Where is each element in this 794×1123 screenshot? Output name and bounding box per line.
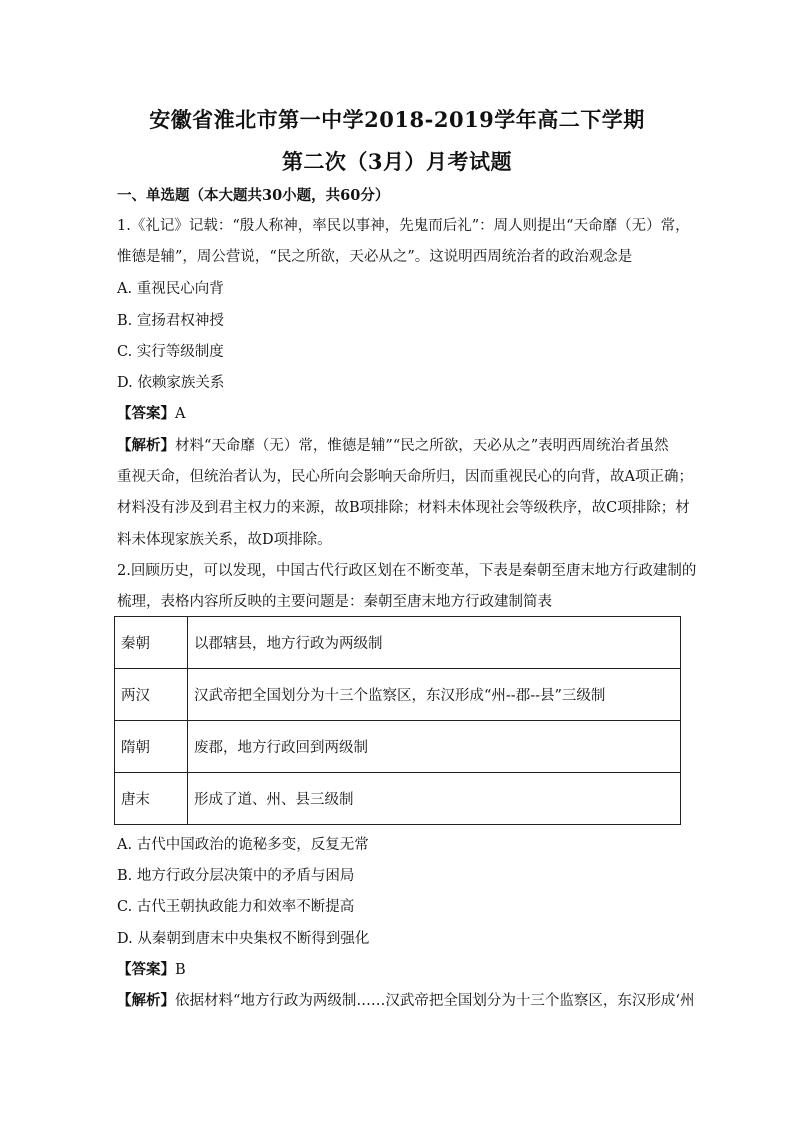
table-cell-dynasty: 唐末 bbox=[115, 773, 188, 825]
table-row bbox=[115, 773, 681, 825]
table-cell-dynasty: 隋朝 bbox=[115, 721, 188, 773]
table-cell-desc: 汉武帝把全国划分为十三个监察区，东汉形成“州--郡--县”三级制 bbox=[188, 669, 681, 721]
q1-option-b: B. 宣扬君权神授 bbox=[117, 313, 224, 329]
q2-stem-line2: 梳理，表格内容所反映的主要问题是：秦朝至唐末地方行政建制简表 bbox=[117, 594, 552, 610]
q2-option-a: A. 古代中国政治的诡秘多变，反复无常 bbox=[117, 837, 369, 853]
q2-stem-line1: 2.回顾历史，可以发现，中国古代行政区划在不断变革，下表是秦朝至唐末地方行政建制的 bbox=[117, 563, 697, 579]
q2-option-c: C. 古代王朝执政能力和效率不断提高 bbox=[117, 899, 355, 915]
exam-title-line1: 安徽省淮北市第一中学2018-2019学年高二下学期 bbox=[149, 107, 645, 132]
q1-option-a: A. 重视民心向背 bbox=[117, 281, 224, 297]
q1-option-c: C. 实行等级制度 bbox=[117, 344, 224, 360]
q2-answer-label: 【答案】 bbox=[117, 961, 175, 978]
q1-answer-value: A bbox=[175, 406, 186, 422]
table-cell-dynasty: 秦朝 bbox=[115, 617, 188, 669]
table-row bbox=[115, 669, 681, 721]
q2-answer-value: B bbox=[175, 962, 186, 978]
table-cell-dynasty: 两汉 bbox=[115, 669, 188, 721]
q2-option-b: B. 地方行政分层决策中的矛盾与困局 bbox=[117, 868, 355, 884]
exam-title-line2: 第二次（3月）月考试题 bbox=[281, 149, 513, 174]
table-cell-desc: 形成了道、州、县三级制 bbox=[188, 773, 681, 825]
table-row bbox=[115, 617, 681, 669]
section-heading: 一、单选题（本大题共30小题，共60分） bbox=[117, 187, 390, 204]
q1-analysis-line2: 重视天命，但统治者认为，民心所向会影响天命所归，因而重视民心的向背，故A项正确； bbox=[117, 469, 693, 485]
q1-answer-label: 【答案】 bbox=[117, 405, 175, 422]
admin-system-table bbox=[114, 616, 681, 825]
q1-answer bbox=[117, 404, 677, 424]
table-cell-desc: 废郡，地方行政回到两级制 bbox=[188, 721, 681, 773]
q2-analysis-text1: 依据材料“地方行政为两级制……汉武帝把全国划分为十三个监察区，东汉形成‘州 bbox=[175, 993, 695, 1009]
q1-option-d: D. 依赖家族关系 bbox=[117, 375, 225, 391]
q1-analysis-text1: 材料“天命靡（无）常，惟德是辅”“民之所欲，天必从之”表明西周统治者虽然 bbox=[175, 438, 669, 454]
q1-analysis-line4: 料未体现家族关系，故D项排除。 bbox=[117, 532, 332, 548]
q2-analysis-line1 bbox=[117, 991, 695, 1011]
table-row bbox=[115, 721, 681, 773]
q1-stem-line2: 惟德是辅”，周公营说，“民之所欲，天必从之”。这说明西周统治者的政治观念是 bbox=[117, 249, 633, 265]
q1-stem-line1: 1.《礼记》记载：“殷人称神，率民以事神，先鬼而后礼”：周人则提出“天命靡（无）常， bbox=[117, 218, 690, 234]
q1-analysis-line1 bbox=[117, 436, 677, 456]
q2-answer bbox=[117, 960, 677, 980]
q2-analysis-label: 【解析】 bbox=[117, 992, 175, 1009]
q1-analysis-label: 【解析】 bbox=[117, 437, 175, 454]
q1-analysis-line3: 材料没有涉及到君主权力的来源，故B项排除；材料未体现社会等级秩序，故C项排除；材 bbox=[117, 500, 690, 516]
table-cell-desc: 以郡辖县，地方行政为两级制 bbox=[188, 617, 681, 669]
q2-option-d: D. 从秦朝到唐末中央集权不断得到强化 bbox=[117, 931, 370, 947]
